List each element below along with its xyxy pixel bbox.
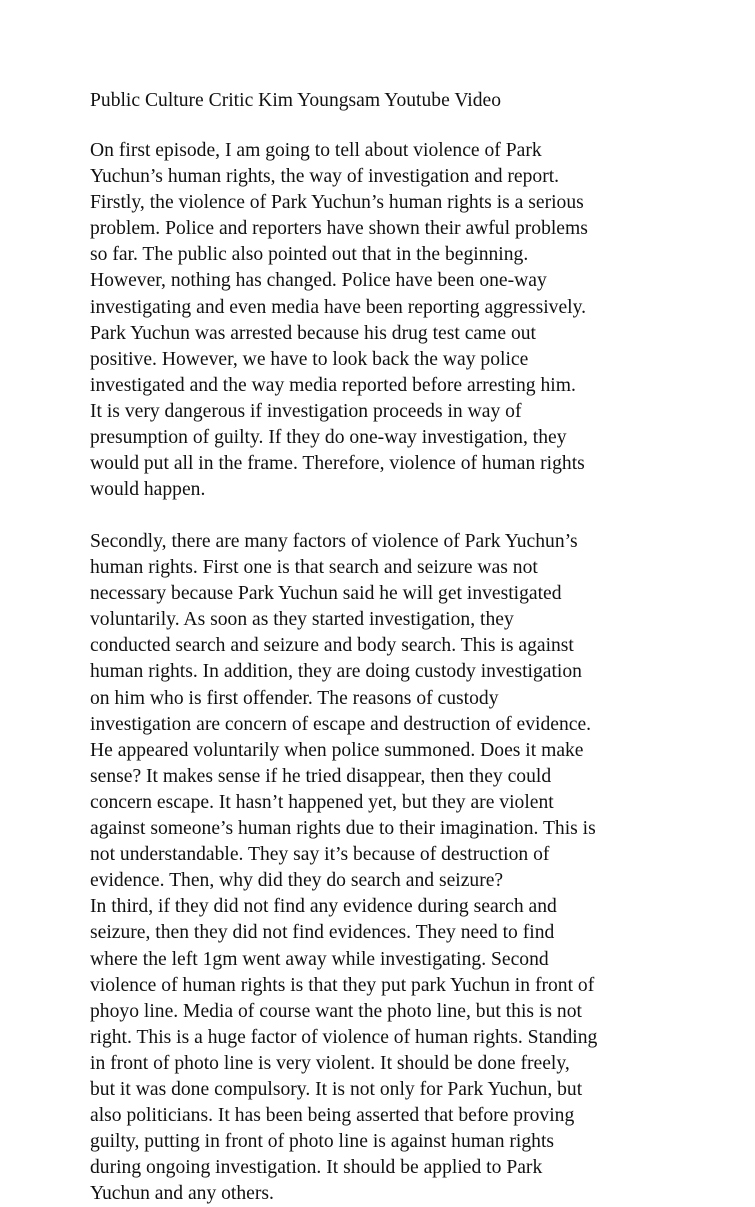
document-title (90, 88, 730, 114)
paragraph-line: presumption of guilty. If they do one-way investigation, they (90, 427, 567, 449)
paragraph-line: Yuchun’s human rights, the way of investigation and report. (90, 166, 560, 188)
title-text: Public Culture Critic Kim Youngsam Youtube Video (90, 90, 502, 111)
paragraph-line: Yuchun and any others. (90, 1183, 274, 1205)
paragraph-1 (90, 138, 730, 503)
paragraph-line: However, nothing has changed. Police have been one-way (90, 270, 547, 292)
paragraph-line: evidence. Then, why did they do search and seizure? (90, 870, 504, 892)
paragraph-line: investigation are concern of escape and destruction of evidence. (90, 713, 592, 735)
paragraph-line: necessary because Park Yuchun said he will get investigated (90, 583, 562, 605)
paragraph-line: where the left 1gm went away while investigating. Second (90, 948, 549, 970)
paragraph-line: on him who is first offender. The reasons of custody (90, 687, 499, 709)
paragraph-2 (90, 529, 730, 1207)
paragraph-line: so far. The public also pointed out that in the beginning. (90, 244, 529, 266)
paragraph-line: would put all in the frame. Therefore, violence of human rights (90, 453, 585, 475)
paragraph-line: against someone’s human rights due to their imagination. This is (90, 818, 596, 840)
paragraph-line: violence of human rights is that they put park Yuchun in front of (90, 974, 595, 996)
paragraph-line: investigated and the way media reported before arresting him. (90, 374, 576, 396)
paragraph-line: It is very dangerous if investigation proceeds in way of (90, 400, 522, 422)
paragraph-line: sense? It makes sense if he tried disappear, then they could (90, 765, 552, 787)
paragraph-line: seizure, then they did not find evidences. They need to find (90, 922, 555, 944)
paragraph-line: would happen. (90, 479, 206, 501)
paragraph-line: also politicians. It has been being asserted that before proving (90, 1105, 575, 1127)
paragraph-line: voluntarily. As soon as they started investigation, they (90, 609, 514, 631)
paragraph-line: conducted search and seizure and body search. This is against (90, 635, 574, 657)
paragraph-line: Park Yuchun was arrested because his drug test came out (90, 322, 536, 344)
paragraph-line: not understandable. They say it’s because of destruction of (90, 844, 550, 866)
paragraph-line: right. This is a huge factor of violence of human rights. Standing (90, 1026, 598, 1048)
paragraph-line: human rights. First one is that search and seizure was not (90, 557, 538, 579)
paragraph-line: Firstly, the violence of Park Yuchun’s human rights is a serious (90, 192, 584, 214)
paragraph-line: in front of photo line is very violent. It should be done freely, (90, 1052, 570, 1074)
paragraph-line: On first episode, I am going to tell about violence of Park (90, 140, 542, 161)
paragraph-line: guilty, putting in front of photo line is against human rights (90, 1131, 555, 1153)
paragraph-line: positive. However, we have to look back the way police (90, 348, 529, 370)
paragraph-line: but it was done compulsory. It is not only for Park Yuchun, but (90, 1078, 583, 1100)
paragraph-line: In third, if they did not find any evidence during search and (90, 896, 557, 918)
paragraph-line: phoyo line. Media of course want the photo line, but this is not (90, 1000, 582, 1022)
paragraph-line: He appeared voluntarily when police summoned. Does it make (90, 739, 584, 761)
paragraph-line: problem. Police and reporters have shown their awful problems (90, 218, 588, 240)
paragraph-line: concern escape. It hasn’t happened yet, but they are violent (90, 791, 554, 813)
paragraph-line: during ongoing investigation. It should be applied to Park (90, 1157, 543, 1179)
paragraph-line: Secondly, there are many factors of violence of Park Yuchun’s (90, 531, 578, 552)
paragraph-line: human rights. In addition, they are doing custody investigation (90, 661, 582, 683)
paragraph-line: investigating and even media have been reporting aggressively. (90, 296, 587, 318)
